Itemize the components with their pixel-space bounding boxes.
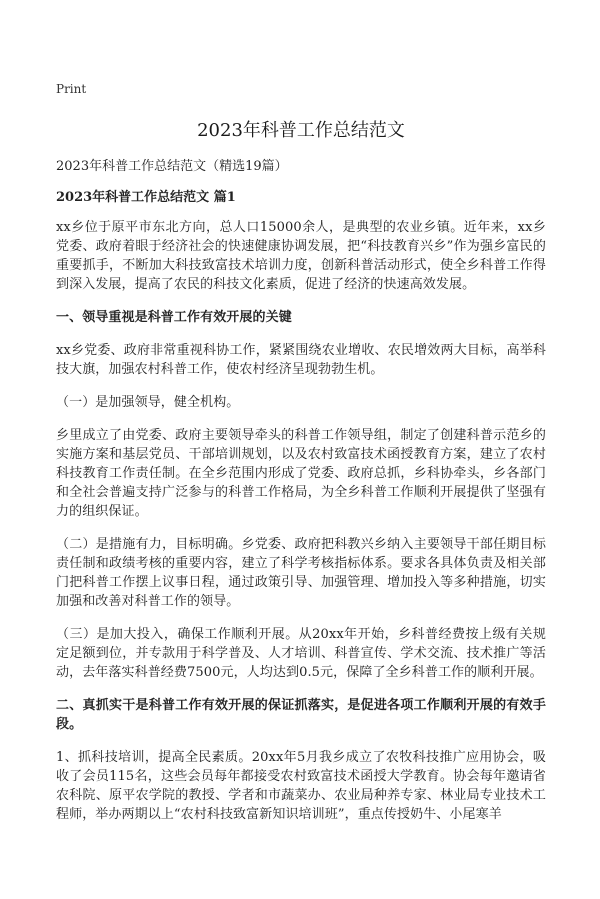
document-page [56, 0, 546, 899]
paragraph-training: 1、抓科技培训，提高全民素质。20xx年5月我乡成立了农牧科技推广应用协会，吸收了会员115名，这些会员每年都接受农村致富技术函授大学教育。协会每年邀请省农科院、原平农学院的教授、学者和市蔬菜办、农业局种养专家、林业局专业技术工程师，举办两期以上“农村科技致富新知识培训班”，重点传授奶牛、小尾寒羊 [56, 750, 546, 822]
article-body [56, 218, 546, 838]
paragraph-point-2: （二）是措施有力，目标明确。乡党委、政府把科教兴乡纳入主要领导干部任期目标责任制和政绩考核的重要内容，建立了科学考核指标体系。要求各具体负责及相关部门把科普工作摆上议事日程，通过政策引导、加强管理、增加投入等多种措施，切实加强和改善对科普工作的领导。 [56, 537, 546, 609]
document-subtitle: 2023年科普工作总结范文（精选19篇） [56, 159, 288, 174]
print-link[interactable]: Print [56, 82, 87, 96]
section-title: 2023年科普工作总结范文 篇1 [56, 190, 236, 205]
heading-leadership: 一、领导重视是科普工作有效开展的关键 [56, 310, 292, 325]
heading-implementation: 二、真抓实干是科普工作有效开展的保证抓落实，是促进各项工作顺利开展的有效手段。 [56, 698, 546, 732]
paragraph-point-3: （三）是加大投入，确保工作顺利开展。从20xx年开始，乡科普经费按上级有关规定足额到位，并专款用于科学普及、人才培训、科普宣传、学术交流、技术推广等活动，去年落实科普经费7500元，人均达到0.5元，保障了全乡科普工作的顺利开展。 [56, 627, 546, 680]
paragraph-point-1: （一）是加强领导，健全机构。 [56, 395, 240, 410]
paragraph-organization: 乡里成立了由党委、政府主要领导牵头的科普工作领导组，制定了创建科普示范乡的实施方案和基层党员、干部培训规划，以及农村致富技术函授教育方案，建立了农村科技教育工作责任制。在全乡范围内形成了党委、政府总抓，乡科协牵头，乡各部门和全社会普遍支持广泛参与的科普工作格局，为全乡科普工作顺利开展提供了坚强有力的组织保证。 [56, 428, 546, 519]
paragraph-intro: xx乡位于原平市东北方向，总人口15000余人，是典型的农业乡镇。近年来，xx乡党委、政府着眼于经济社会的快速健康协调发展，把“科技教育兴乡”作为强乡富民的重要抓手，不断加大科技致富技术培训力度，创新科普活动形式，使全乡科普工作得到深入发展，提高了农民的科技文化素质，促进了经济的快速高效发展。 [56, 220, 546, 292]
page-title: 2023年科普工作总结范文 [197, 120, 405, 141]
paragraph-leadership: xx乡党委、政府非常重视科协工作，紧紧围绕农业增收、农民增效两大目标，高举科技大旗，加强农村科普工作，使农村经济呈现勃勃生机。 [56, 343, 546, 377]
